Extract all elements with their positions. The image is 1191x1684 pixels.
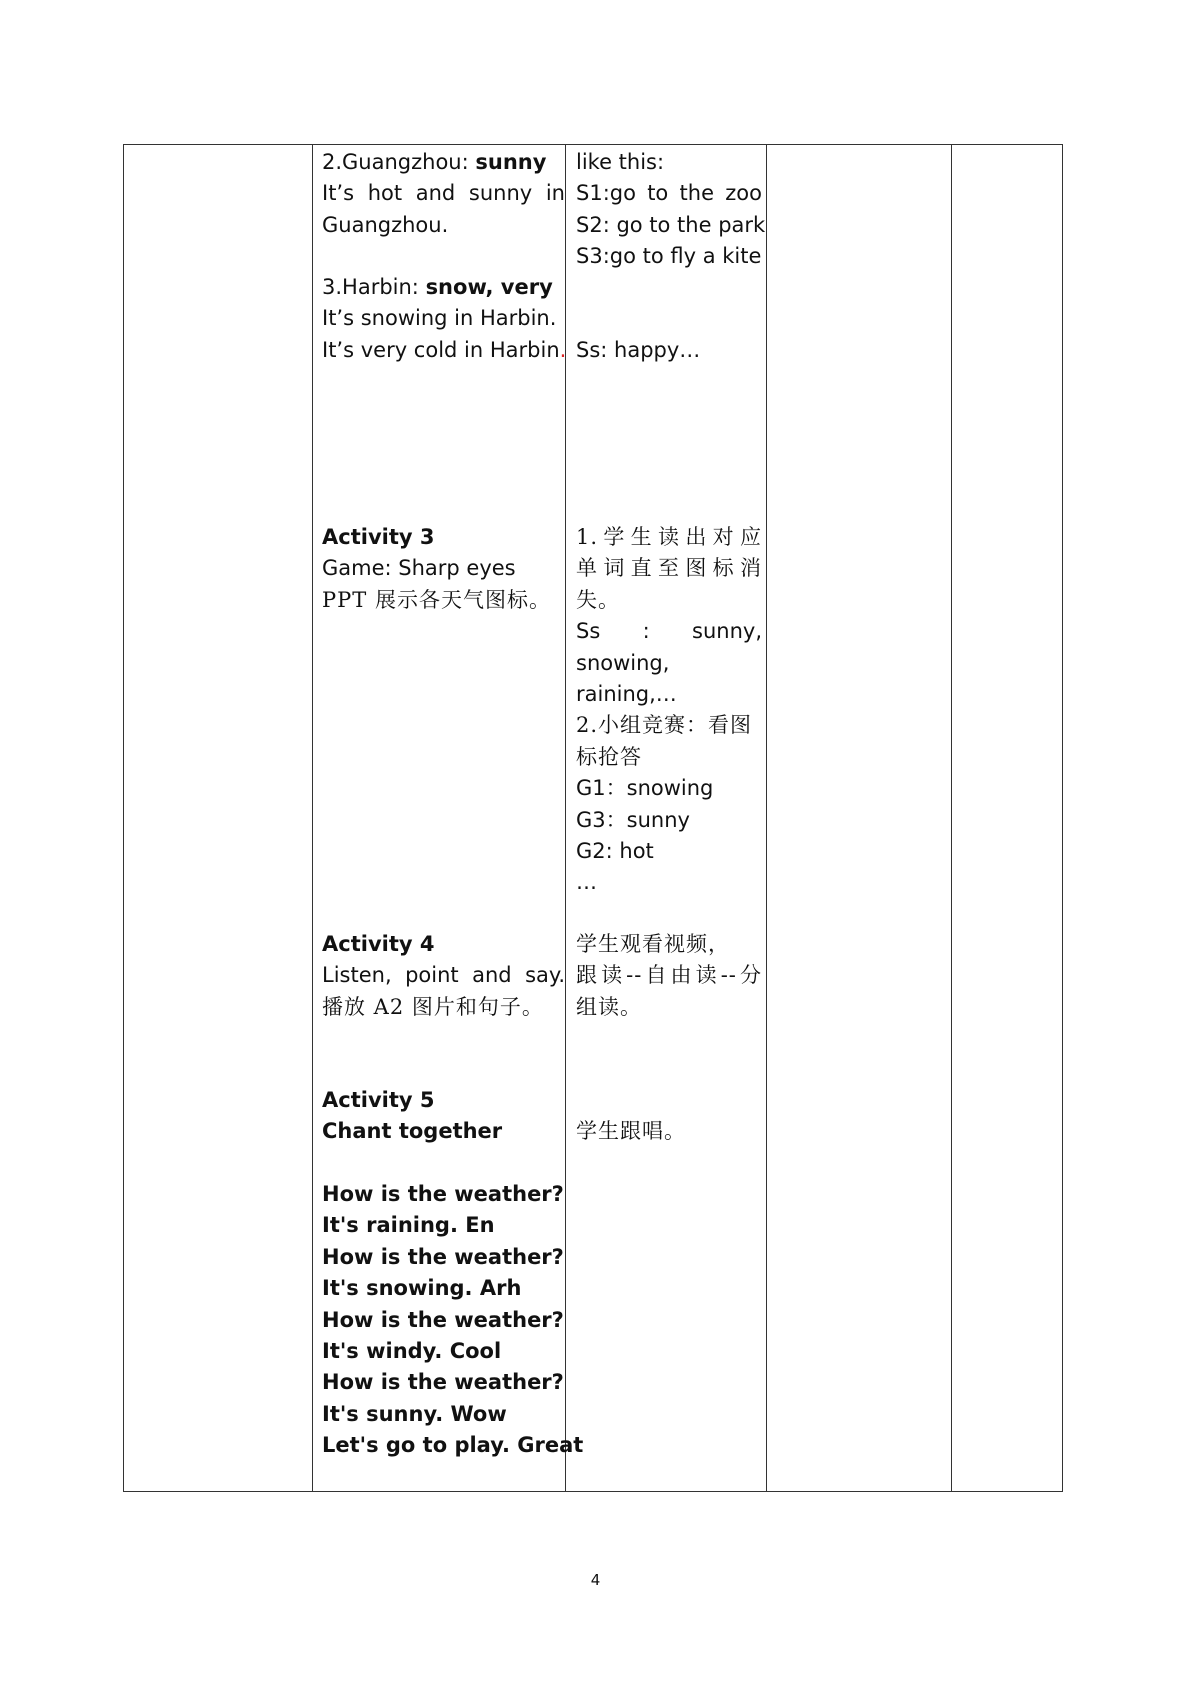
activity-4-response: 学生观看视频， 跟读--自由读--分 组读。 <box>576 932 762 1019</box>
chant-line: It's raining. En <box>322 1213 495 1238</box>
guangzhou-block: 2.Guangzhou: sunny It’s hot and sunny in Guangzhou. <box>322 150 565 237</box>
activity-4-title: Activity 4 <box>322 932 435 956</box>
chant-line: How is the weather? <box>322 1182 564 1206</box>
activity-5-response: 学生跟唱。 <box>576 1119 686 1143</box>
activity-3-block: Activity 3 Game: Sharp eyes PPT 展示各天气图标。 <box>322 522 565 616</box>
activity-3-title: Activity 3 <box>322 525 435 549</box>
column-divider <box>951 145 952 1491</box>
activity-5-block: Activity 5 Chant together <box>322 1085 565 1148</box>
lesson-plan-table <box>123 144 1063 1492</box>
chant-line: How is the weather? <box>322 1244 564 1269</box>
chant-line: It's sunny. Wow <box>322 1401 507 1426</box>
chant-line: Let's go to play. Great <box>322 1433 584 1458</box>
chant-line: How is the weather? <box>322 1307 564 1332</box>
chant-line: It's windy. Cool <box>322 1339 502 1364</box>
activity-3-response: 1.学生读出对应 单词直至图标消 失。 Ss : sunny, snowing, raining,… 2.小组竞赛：看图 标抢答 G1：snowing G3：sunny G2: hot … <box>576 525 762 895</box>
harbin-block: 3.Harbin: snow, very It’s snowing in Harbin. It’s very cold in Harbin. <box>322 275 567 362</box>
outing-examples: like this: S1:go to the zoo S2: go to the park S3:go to fly a kite <box>576 150 766 269</box>
chant-line: It's snowing. Arh <box>322 1276 522 1301</box>
column-divider <box>312 145 313 1491</box>
chant-lyrics <box>322 1179 584 1462</box>
page-number: 4 <box>590 1571 601 1589</box>
happy-response: Ss: happy… <box>576 338 701 362</box>
activity-4-block: Activity 4 Listen, point and say. 播放 A2 图片和句子。 <box>322 929 565 1023</box>
activity-5-title: Activity 5 <box>322 1088 435 1112</box>
column-divider <box>766 145 767 1491</box>
chant-line: How is the weather? <box>322 1370 564 1395</box>
